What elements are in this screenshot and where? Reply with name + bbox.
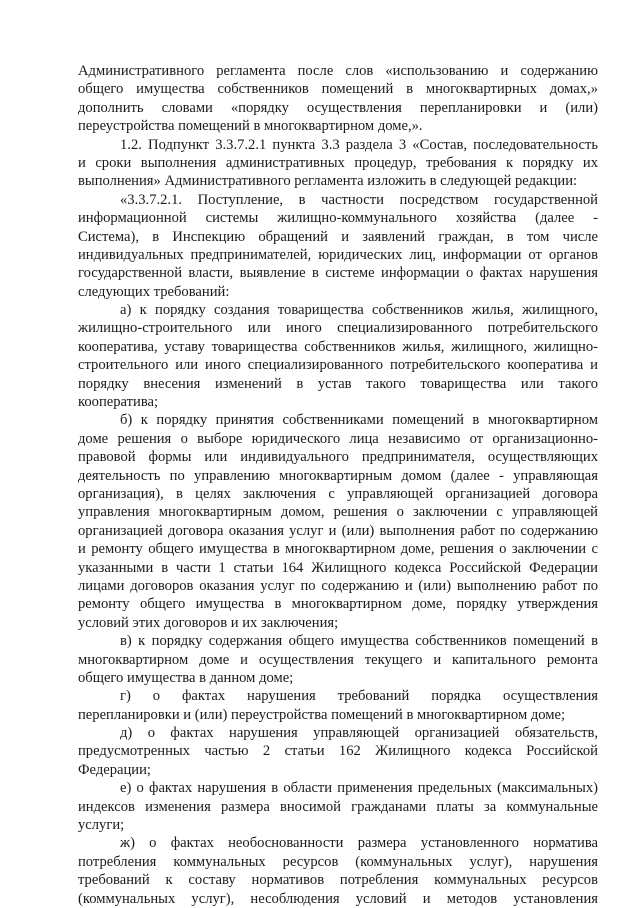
text-line: (коммунальных услуг), несоблюдения условий и методов установления [78,890,598,907]
text-line: Система), в Инспекцию обращений и заявлений граждан, в том числе [78,228,598,245]
paragraph [78,724,598,779]
text-line: индексов изменения размера вносимой гражданами платы за коммунальные [78,798,598,815]
text-line: выполнения» Административного регламента изложить в следующей редакции: [78,173,578,190]
text-line: а) к порядку создания товарищества собственников жилья, жилищного, [120,302,598,319]
text-line: е) о фактах нарушения в области применения предельных (максимальных) [120,780,598,797]
text-line: государственной власти, выявление в системе информации о фактах нарушения [78,265,598,282]
text-line: доме решения о выборе юридического лица независимо от организационно- [78,430,598,447]
text-line: б) к порядку принятия собственниками помещений в многоквартирном [120,412,598,429]
text-line: строительного или иного специализированного потребительского кооператива и [78,357,598,374]
text-line: требований к составу нормативов потребления коммунальных ресурсов [78,872,598,889]
paragraph [78,136,598,191]
text-line: в) к порядку содержания общего имущества собственников помещений в [120,633,598,650]
text-line: ж) о фактах необоснованности размера установленного норматива [120,835,598,852]
paragraph [78,411,598,632]
text-line: г) о фактах нарушения требований порядка осуществления [120,688,598,705]
text-line: управления многоквартирным домом, решения о заключении с управляющей [78,504,598,521]
text-line: потребления коммунальных ресурсов (коммунальных услуг), нарушения [78,853,598,870]
text-line: организация), в целях заключения с управляющей организацией договора [78,485,598,502]
text-line: информационной системы жилищно-коммунального хозяйства (далее - [78,210,598,227]
document-body [78,62,598,908]
text-line: лицами договоров оказания услуг по содержанию и (или) выполнению работ по [78,577,598,594]
text-line: перепланировки и (или) переустройства помещений в многоквартирном доме; [78,706,566,723]
paragraph [78,62,598,136]
paragraph [78,779,598,834]
text-line: и сроки выполнения административных процедур, требования к порядку их [78,154,598,171]
text-line: условий этих договоров и их заключения; [78,614,339,631]
text-line: и ремонту общего имущества в многоквартирном доме, решения о заключении с [78,541,598,558]
paragraph [78,191,598,301]
text-line: деятельность по управлению многоквартирным домом (далее - управляющая [78,467,598,484]
paragraph [78,301,598,411]
text-line: предусмотренных частью 2 статьи 162 Жилищного кодекса Российской [78,743,598,760]
text-line: организацией договора оказания услуг и (или) выполнения работ по содержанию [78,522,598,539]
paragraph [78,834,598,908]
text-line: ремонту общего имущества в многоквартирном доме, порядку утверждения [78,596,598,613]
text-line: указанными в части 1 статьи 164 Жилищного кодекса Российской Федерации [78,559,598,576]
text-line: общего имущества собственников помещений в многоквартирных домах,» [78,81,598,98]
text-line: д) о фактах нарушения управляющей организацией обязательств, [120,725,598,742]
text-line: кооператива, уставу товарищества собственников жилья, жилищного, жилищно- [78,338,598,355]
text-line: кооператива; [78,394,159,411]
text-line: жилищно-строительного или иного специализированного потребительского [78,320,598,337]
text-line: 1.2. Подпункт 3.3.7.2.1 пункта 3.3 раздела 3 «Состав, последовательность [120,136,598,153]
text-line: «3.3.7.2.1. Поступление, в частности посредством государственной [120,191,598,208]
text-line: следующих требований: [78,283,230,300]
paragraph [78,687,598,724]
text-line: индивидуальных предпринимателей, юридических лиц, информации от органов [78,246,598,263]
text-line: услуги; [78,817,125,834]
text-line: общего имущества в данном доме; [78,669,294,686]
text-line: правовой формы или индивидуального предпринимателя, осуществляющих [78,449,598,466]
text-line: дополнить словами «порядку осуществления перепланировки и (или) [78,99,598,116]
text-line: Федерации; [78,761,151,778]
text-line: Административного регламента после слов «использованию и содержанию [78,63,598,79]
text-line: переустройства помещений в многоквартирном доме,». [78,118,423,135]
text-line: порядку внесения изменений в устав такого товарищества или такого [78,375,598,392]
text-line: многоквартирном доме и осуществления текущего и капитального ремонта [78,651,598,668]
paragraph [78,632,598,687]
document-page [78,62,598,908]
